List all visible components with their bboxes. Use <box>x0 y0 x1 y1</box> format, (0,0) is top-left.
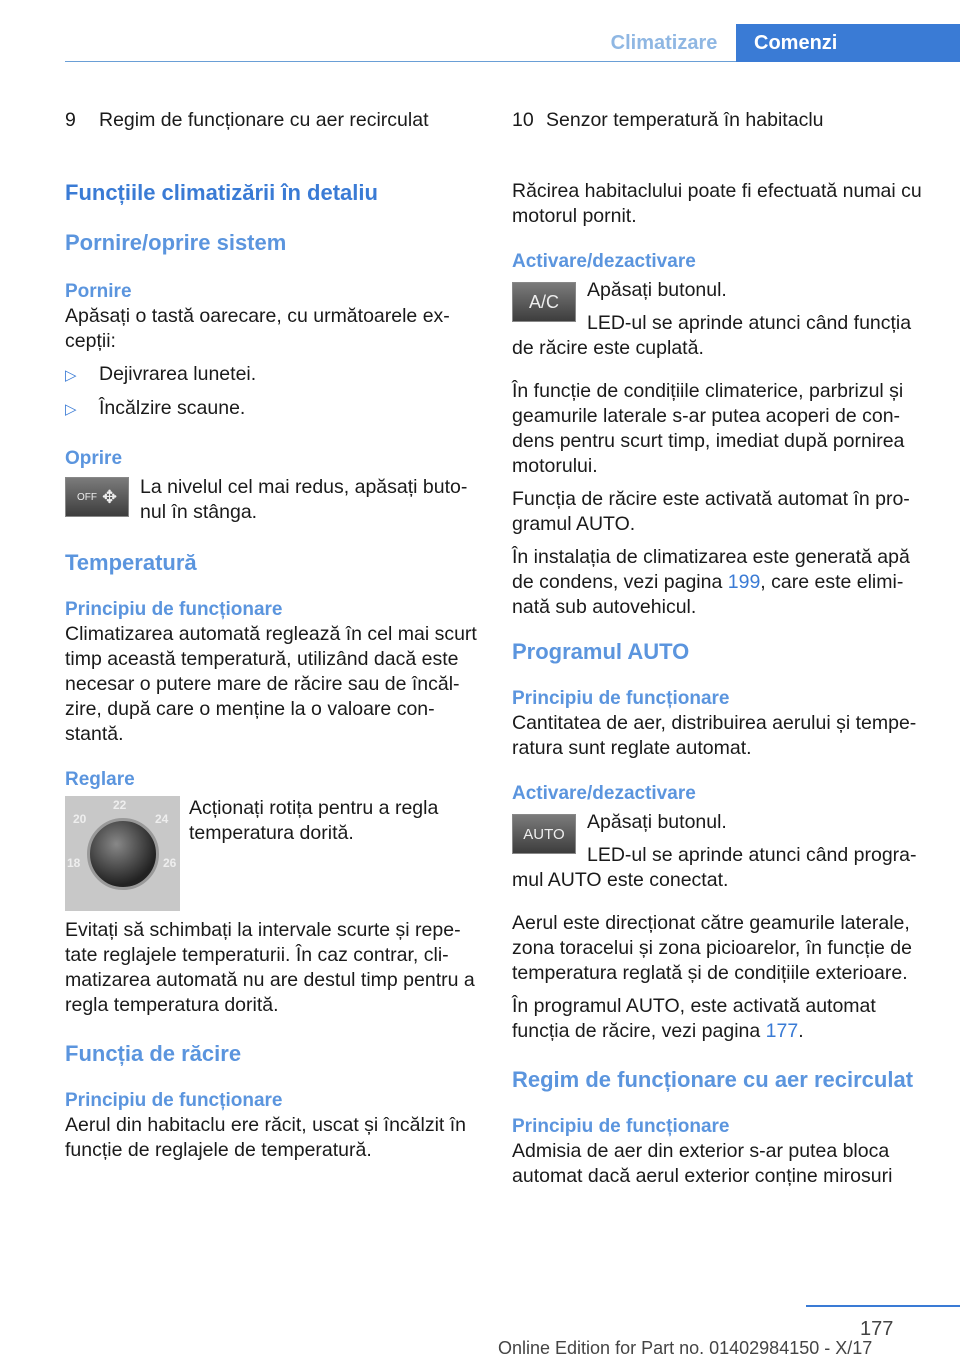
item-text: Senzor temperatură în habitaclu <box>546 109 824 131</box>
fan-off-button-icon: OFF ✥ <box>65 477 129 517</box>
heading-pornire: Pornire <box>65 281 132 302</box>
paragraph: Admisia de aer din exterior s-ar putea bloca automat dacă aerul exterior conține mirosuri <box>512 1140 893 1187</box>
paragraph: La nivelul cel mai redus, apăsați buto-nul în stânga. <box>140 476 468 523</box>
list-item-9 <box>65 108 485 133</box>
left-column <box>65 108 485 1171</box>
paragraph: Cantitatea de aer, distribuirea aerului și tempe-ratura sunt reglate automat. <box>512 712 917 759</box>
header-tab-comenzi: Comenzi <box>736 24 960 62</box>
paragraph: Apăsați o tastă oarecare, cu următoarele ex-cepții: <box>65 305 450 352</box>
triangle-bullet-icon: ▷ <box>65 401 77 418</box>
triangle-bullet-icon: ▷ <box>65 367 77 384</box>
paragraph: Climatizarea automată reglează în cel mai scurt timp această temperatură, utilizând dacă este necesar o putere mare de răcire sau de încăl-zire, după care o menține la o valoare con-stantă. <box>65 623 477 745</box>
edition-line: Online Edition for Part no. 01402984150 - X/17 <box>498 1338 873 1358</box>
subsection-heading: Temperatură <box>65 550 197 575</box>
heading-principiu: Principiu de funcționare <box>512 1116 730 1137</box>
paragraph: În funcție de condițiile climaterice, parbrizul și geamurile laterale s-ar putea acoperi de con-dens pentru scurt timp, imediat după pornirea motorului. <box>512 380 905 477</box>
right-column <box>512 108 932 1197</box>
paragraph: Acționați rotița pentru a regla temperatura dorită. <box>189 797 439 844</box>
subsection-heading: Programul AUTO <box>512 639 690 664</box>
footer-rule <box>806 1305 960 1307</box>
paragraph: Aerul este direcționat către geamurile laterale, zona toracelui și zona picioarelor, în funcție de temperatura reglată și de condițiile exterioare. <box>512 912 912 984</box>
header-tab-climatizare: Climatizare <box>610 32 718 54</box>
paragraph: Evitați să schimbați la intervale scurte și repe-tate reglajele temperaturii. În caz contrar, cli-matizarea automată nu are destul timp pentru a regla temperatura dorită. <box>65 919 475 1016</box>
page-link[interactable]: 199 <box>727 571 761 593</box>
paragraph: Apăsați butonul. <box>587 279 727 301</box>
paragraph: LED-ul se aprinde atunci când progra-mul AUTO este conectat. <box>512 844 917 891</box>
item-text: Regim de funcționare cu aer recirculat <box>99 109 429 131</box>
paragraph: În programul AUTO, este activată automat funcția de răcire, vezi pagina 177. <box>512 995 876 1042</box>
paragraph: În instalația de climatizarea este generată apă de condens, vezi pagina 199, care este elimi-nată sub autovehicul. <box>512 546 910 618</box>
subsection-heading: Pornire/oprire sistem <box>65 230 287 255</box>
heading-principiu: Principiu de funcționare <box>65 599 283 620</box>
knob-dial-icon <box>87 818 159 890</box>
bullet-item: ▷ Dejivrarea lunetei. <box>65 362 485 388</box>
ac-button-icon: A/C <box>512 282 576 322</box>
auto-button-icon: AUTO <box>512 814 576 854</box>
paragraph: Răcirea habitaclului poate fi efectuată numai cu motorul pornit. <box>512 180 922 227</box>
paragraph: LED-ul se aprinde atunci când funcția de răcire este cuplată. <box>512 312 912 359</box>
heading-oprire: Oprire <box>65 448 123 469</box>
paragraph: Apăsați butonul. <box>587 811 727 833</box>
heading-principiu: Principiu de funcționare <box>65 1090 283 1111</box>
heading-activare: Activare/dezactivare <box>512 783 696 804</box>
heading-activare: Activare/dezactivare <box>512 251 696 272</box>
section-heading: Funcțiile climatizării în detaliu <box>65 180 378 205</box>
subsection-heading: Funcția de răcire <box>65 1041 242 1066</box>
temperature-knob-image: 22 20 24 18 26 <box>65 796 180 911</box>
item-number: 9 <box>65 109 76 131</box>
paragraph: Funcția de răcire este activată automat în pro-gramul AUTO. <box>512 488 910 535</box>
subsection-heading: Regim de funcționare cu aer recirculat <box>512 1067 914 1092</box>
page-number: 177 <box>860 1318 894 1340</box>
bullet-item: ▷ Încălzire scaune. <box>65 396 485 422</box>
list-item-10 <box>512 108 932 133</box>
item-number: 10 <box>512 109 534 131</box>
page-link[interactable]: 177 <box>765 1020 799 1042</box>
heading-reglare: Reglare <box>65 769 135 790</box>
paragraph: Aerul din habitaclu ere răcit, uscat și încălzit în funcție de reglajele de temperatură. <box>65 1114 467 1161</box>
heading-principiu: Principiu de funcționare <box>512 688 730 709</box>
